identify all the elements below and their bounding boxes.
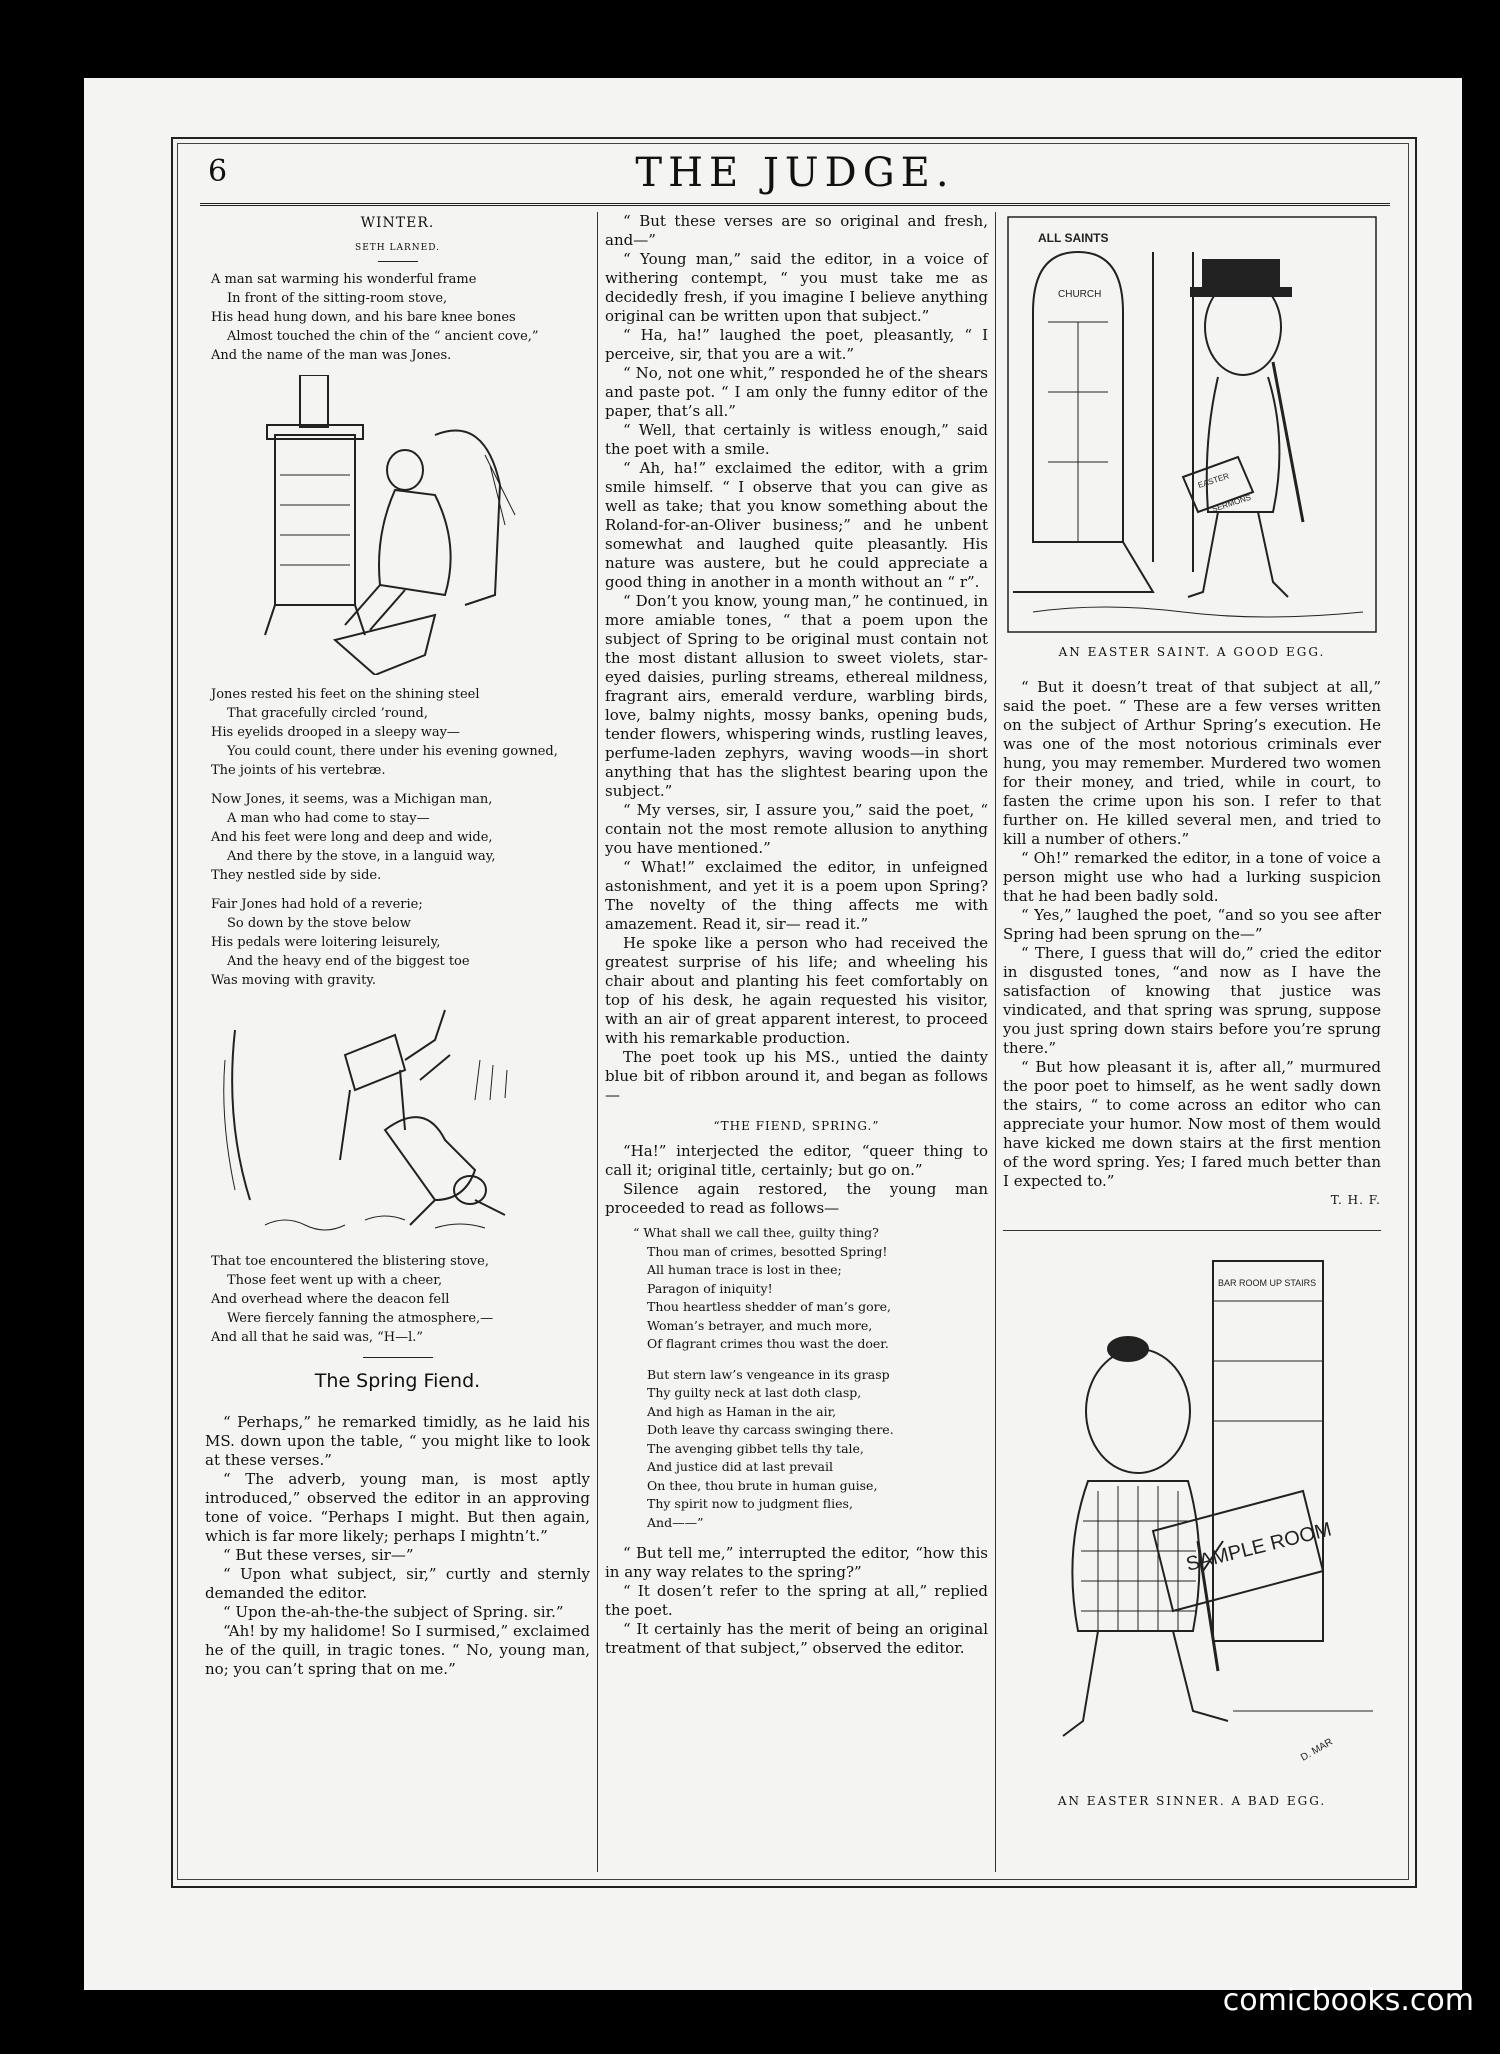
poem-line: His pedals were loitering leisurely,: [211, 935, 441, 950]
poem-stanza-4: [211, 895, 590, 990]
verse-line: And justice did at last prevail: [647, 1459, 833, 1474]
header-rule: [200, 203, 1390, 206]
column-rule-2: [995, 212, 996, 1872]
verse-line: Of flagrant crimes thou wast the doer.: [647, 1336, 889, 1351]
divider: [363, 1357, 433, 1358]
poem-line: Were fiercely fanning the atmosphere,—: [227, 1311, 494, 1326]
poem-line: Was moving with gravity.: [211, 973, 377, 988]
verse-line: Thy spirit now to judgment flies,: [647, 1496, 853, 1511]
artist-signature: D. MAR: [1299, 1736, 1335, 1764]
poem-line: Fair Jones had hold of a reverie;: [211, 897, 423, 912]
paragraph: “ But tell me,” interrupted the editor, “how this in any way relates to the spring?”: [605, 1544, 988, 1581]
stove-body: [275, 435, 355, 605]
verse-line: And——”: [647, 1514, 704, 1530]
poem-line: So down by the stove below: [227, 916, 411, 931]
watermark: comicbooks.com: [1222, 1983, 1474, 2018]
poem-line: His head hung down, and his bare knee bones: [211, 310, 516, 325]
poem-line: Almost touched the chin of the “ ancient cove,”: [227, 329, 539, 344]
paragraph: “ Don’t you know, young man,” he continued, in more amiable tones, “ that a poem upon the subject of Spring to be original must contain not the most distant allusion to sweet violets, star-eyed daisies, purling streams, ethereal mildness, fragrant airs, emerald verdure, warbling birds, love, balmy nights, mossy banks, opening buds, tender flowers, whispering winds, rustling leaves, perfume-laden zephyrs, waving woods—in short anything that has the slightest bearing upon the subject.”: [605, 592, 988, 800]
poem-line: That toe encountered the blistering stove,: [211, 1254, 489, 1269]
verse-line: Woman’s betrayer, and much more,: [647, 1317, 873, 1333]
paragraph: Silence again restored, the young man proceeded to read as follows—: [605, 1180, 988, 1217]
poem-line: And the name of the man was Jones.: [211, 348, 452, 363]
paragraph: “ It certainly has the merit of being an original treatment of that subject,” observed the editor.: [605, 1620, 988, 1657]
column-3: [1003, 212, 1381, 1811]
cartoon-caption: AN EASTER SAINT. A GOOD EGG.: [1058, 645, 1326, 659]
chair: [345, 1035, 405, 1090]
poem-stanza-3: [211, 790, 590, 885]
coat: [1207, 377, 1280, 512]
paragraph: He spoke like a person who had received the greatest surprise of his life; and wheeling his chair about and planting his feet comfortably on top of his desk, he again requested his visitor, with an air of great apparent interest, to proceed with his remarkable production.: [605, 934, 988, 1047]
poem-line: Now Jones, it seems, was a Michigan man,: [211, 792, 493, 807]
cartoon-caption: AN EASTER SINNER. A BAD EGG.: [1057, 1794, 1327, 1808]
paragraph: “ My verses, sir, I assure you,” said the poet, “ contain not the most remote allusion to anything you have mentioned.”: [605, 801, 988, 857]
poem-line: Those feet went up with a cheer,: [227, 1273, 443, 1288]
poem-title: WINTER.: [360, 215, 435, 231]
verse-line: On thee, thou brute in human guise,: [647, 1477, 878, 1493]
page-number: 6: [208, 154, 228, 189]
paragraph: “ Yes,” laughed the poet, “and so you see after Spring had been sprung on the—”: [1003, 906, 1381, 943]
paragraph: “ There, I guess that will do,” cried the editor in disgusted tones, “and now as I have the satisfaction of knowing that justice was vindicated, and that spring was sprung, suppose you just spring down stairs before you’re sprung there.”: [1003, 944, 1381, 1057]
inner-poem-stanza-2: [633, 1366, 988, 1533]
verse-line: All human trace is lost in thee;: [647, 1262, 842, 1277]
verse-line: But stern law’s vengeance in its grasp: [647, 1366, 890, 1382]
poem-author: SETH LARNED.: [355, 243, 440, 253]
church-label: CHURCH: [1058, 289, 1102, 300]
poem-line: And there by the stove, in a languid way,: [227, 849, 496, 864]
verse-line: Paragon of iniquity!: [647, 1280, 773, 1296]
paragraph: “ Well, that certainly is witless enough,” said the poet with a smile.: [605, 421, 988, 458]
verse-line: Doth leave thy carcass swinging there.: [647, 1422, 894, 1437]
paragraph: “ Young man,” said the editor, in a voice of withering contempt, “ you must take me as decidedly fresh, if you imagine I believe anything original can be written upon that subject.”: [605, 250, 988, 325]
poem-line: And overhead where the deacon fell: [211, 1292, 450, 1307]
paragraph: “ But these verses are so original and fresh, and—”: [605, 212, 988, 249]
illustration-man-falling: [205, 1000, 590, 1240]
book-label-2: SERMONS: [1210, 492, 1253, 514]
paragraph: “ The adverb, young man, is most aptly introduced,” observed the editor in an approving tone of voice. “Perhaps I might. But then again, which is far more likely; perhaps I mightn’t.”: [205, 1470, 590, 1545]
paragraph: “Ha!” interjected the editor, “queer thing to call it; original title, certainly; but go on.”: [605, 1142, 988, 1179]
poem-line: The joints of his vertebræ.: [211, 763, 386, 778]
column-rule-1: [597, 212, 598, 1872]
signature: T. H. F.: [1330, 1193, 1381, 1207]
illustration-easter-saint: [1003, 212, 1381, 637]
church-sign: ALL SAINTS: [1038, 231, 1109, 245]
egg-head: [1086, 1349, 1190, 1473]
poem-stanza-1: [211, 270, 590, 365]
poem-line: In front of the sitting-room stove,: [227, 291, 448, 306]
paragraph: “ But these verses, sir—”: [223, 1546, 414, 1564]
illustration-easter-sinner: [1003, 1241, 1381, 1786]
verse-line: The avenging gibbet tells thy tale,: [647, 1440, 864, 1456]
book-label: EASTER: [1196, 471, 1231, 490]
poem-line: You could count, there under his evening gowned,: [227, 744, 558, 759]
verse-line: Thou man of crimes, besotted Spring!: [647, 1243, 888, 1259]
man-head: [387, 450, 423, 490]
column-2: [605, 212, 988, 1658]
divider: [378, 261, 418, 262]
paragraph: “ Upon what subject, sir,” curtly and sternly demanded the editor.: [205, 1565, 590, 1602]
poem-stanza-5: [211, 1252, 590, 1347]
inner-poem-title: “THE FIEND, SPRING.”: [713, 1119, 880, 1133]
poem-line: And the heavy end of the biggest toe: [227, 954, 470, 969]
article-title: The Spring Fiend.: [314, 1370, 481, 1392]
verse-line: Thou heartless shedder of man’s gore,: [647, 1299, 891, 1314]
verse-line: “ What shall we call thee, guilty thing?: [633, 1225, 879, 1240]
paragraph: “ But how pleasant it is, after all,” murmured the poor poet to himself, as he went sadly down the stairs, “ to come across an editor who can appreciate your humor. Now most of them would have kicked me down stairs at the first mention of the word spring. Yes; I fared much better than I expected to.”: [1003, 1058, 1381, 1190]
paragraph: “ Ha, ha!” laughed the poet, pleasantly, “ I perceive, sir, that you are a wit.”: [605, 326, 988, 363]
poem-line: They nestled side by side.: [211, 868, 382, 883]
masthead: [200, 150, 1390, 198]
paragraph: “ No, not one whit,” responded he of the shears and paste pot. “ I am only the funny editor of the paper, that’s all.”: [605, 364, 988, 420]
poem-stanza-2: [211, 685, 590, 780]
saloon-door: [1213, 1261, 1323, 1641]
poem-line: A man sat warming his wonderful frame: [211, 272, 477, 287]
paragraph: “ Perhaps,” he remarked timidly, as he laid his MS. down upon the table, “ you might like to look at these verses.”: [205, 1413, 590, 1469]
paragraph: The poet took up his MS., untied the dainty blue bit of ribbon around it, and began as follows—: [605, 1048, 988, 1104]
poem-line: And his feet were long and deep and wide,: [211, 830, 493, 845]
journal-title: THE JUDGE.: [635, 150, 955, 196]
falling-man: [385, 1117, 475, 1200]
verse-line: Thy guilty neck at last doth clasp,: [647, 1385, 862, 1400]
paragraph: “ Oh!” remarked the editor, in a tone of voice a person might use who had a lurking suspicion that he had been badly sold.: [1003, 849, 1381, 905]
inner-poem-stanza-1: [633, 1224, 988, 1354]
illustration-man-at-stove: [205, 375, 590, 675]
paragraph: “ It dosen’t refer to the spring at all,” replied the poet.: [605, 1582, 988, 1619]
verse-line: And high as Haman in the air,: [647, 1403, 837, 1419]
paragraph: “ Ah, ha!” exclaimed the editor, with a grim smile himself. “ I observe that you can give as well as take; that you know something about the Roland-for-an-Oliver business;” and he unbent somewhat and laughed quite pleasantly. His nature was austere, but he could appreciate a good thing in another in a month without an “ r”.: [605, 459, 988, 591]
bar-room-sign: BAR ROOM UP STAIRS: [1218, 1278, 1317, 1288]
paragraph: “ Upon the-ah-the-the subject of Spring. sir.”: [223, 1603, 564, 1621]
paragraph: “ But it doesn’t treat of that subject at all,” said the poet. “ These are a few verses written on the subject of Arthur Spring’s execution. He was one of the most notorious criminals ever hung, you may remember. Murdered two women for their money, and tried, while in court, to fasten the crime upon his son. I refer to that further on. He killed several men, and tried to kill a number of others.”: [1003, 678, 1381, 848]
divider: [1003, 1230, 1381, 1231]
paragraph: “ What!” exclaimed the editor, in unfeigned astonishment, and yet it is a poem upon Spring? The novelty of the thing affects me with amazement. Read it, sir— read it.”: [605, 858, 988, 933]
poem-line: And all that he said was, “H—l.”: [211, 1330, 424, 1345]
poem-line: His eyelids drooped in a sleepy way—: [211, 725, 460, 740]
poem-line: A man who had come to stay—: [227, 811, 430, 826]
sample-room-text: SAMPLE ROOM: [1183, 1518, 1334, 1576]
poem-line: Jones rested his feet on the shining steel: [211, 687, 480, 702]
paragraph: “Ah! by my halidome! So I surmised,” exclaimed he of the quill, in tragic tones. “ No, young man, no; you can’t spring that on me.”: [205, 1622, 590, 1678]
column-1: [205, 212, 590, 1679]
poem-line: That gracefully circled ’round,: [227, 706, 428, 721]
